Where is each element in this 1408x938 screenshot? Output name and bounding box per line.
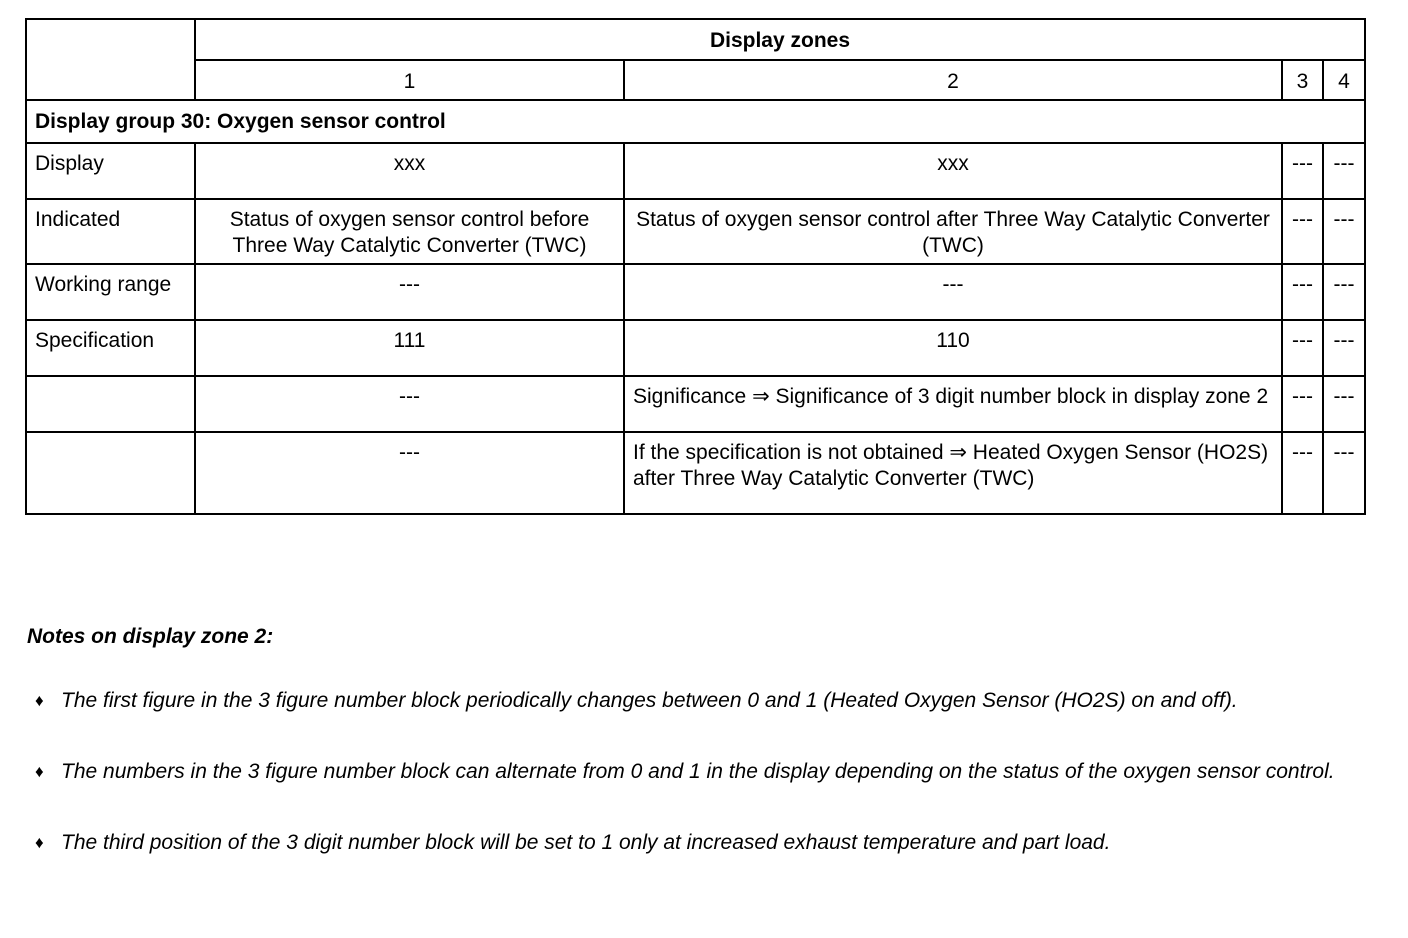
zone-3-value: --- — [1282, 143, 1323, 199]
header-row-numbers — [26, 60, 1365, 100]
table-row-working-range — [26, 264, 1365, 320]
group-title-row — [26, 100, 1365, 143]
zone-3-value: --- — [1282, 376, 1323, 432]
notes-title: Notes on display zone 2: — [27, 625, 274, 648]
zone-3-value: --- — [1282, 199, 1323, 264]
zone-3-value: --- — [1282, 320, 1323, 376]
zone-2-value: --- — [624, 264, 1282, 320]
zone-1-value: xxx — [195, 143, 624, 199]
note-text: The numbers in the 3 figure number block can alternate from 0 and 1 in the display depending on the status of the oxygen sensor control. — [61, 760, 1335, 783]
note-text: The third position of the 3 digit number block will be set to 1 only at increased exhaust temperature and part load. — [61, 831, 1111, 854]
zone-4-header: 4 — [1323, 60, 1365, 100]
table-row-specification-not-obtained — [26, 432, 1365, 514]
table-row-indicated — [26, 199, 1365, 264]
note-item — [27, 759, 1372, 785]
note-text: The first figure in the 3 figure number block periodically changes between 0 and 1 (Heated Oxygen Sensor (HO2S) on and off). — [61, 689, 1238, 712]
row-label: Indicated — [26, 199, 195, 264]
zone-1-value: 111 — [195, 320, 624, 376]
note-item — [27, 830, 1372, 856]
display-zones-header: Display zones — [195, 19, 1365, 60]
zone-2-value: Status of oxygen sensor control after Three Way Catalytic Converter (TWC) — [624, 199, 1282, 264]
diamond-bullet-icon: ♦ — [35, 762, 44, 781]
zone-4-value: --- — [1323, 432, 1365, 514]
row-label: Display — [26, 143, 195, 199]
row-label — [26, 432, 195, 514]
zone-4-value: --- — [1323, 143, 1365, 199]
row-label: Working range — [26, 264, 195, 320]
note-item — [27, 688, 1372, 714]
zone-4-value: --- — [1323, 376, 1365, 432]
row-label — [26, 376, 195, 432]
zone-2-value: xxx — [624, 143, 1282, 199]
zone-3-header: 3 — [1282, 60, 1323, 100]
zone-1-value: Status of oxygen sensor control before Three Way Catalytic Converter (TWC) — [195, 199, 624, 264]
zone-2-value: If the specification is not obtained ⇒ Heated Oxygen Sensor (HO2S) after Three Way Catalytic Converter (TWC) — [624, 432, 1282, 514]
table-row-display — [26, 143, 1365, 199]
zone-1-value: --- — [195, 376, 624, 432]
zone-4-value: --- — [1323, 199, 1365, 264]
zone-1-value: --- — [195, 264, 624, 320]
zone-2-value: Significance ⇒ Significance of 3 digit number block in display zone 2 — [624, 376, 1282, 432]
notes-section — [27, 624, 1372, 901]
zone-1-value: --- — [195, 432, 624, 514]
zone-2-value: 110 — [624, 320, 1282, 376]
header-row-zones — [26, 19, 1365, 60]
zone-4-value: --- — [1323, 320, 1365, 376]
table-row-specification — [26, 320, 1365, 376]
table-row-significance — [26, 376, 1365, 432]
row-label: Specification — [26, 320, 195, 376]
zone-2-header: 2 — [624, 60, 1282, 100]
zone-3-value: --- — [1282, 264, 1323, 320]
header-empty-cell — [26, 19, 195, 100]
diamond-bullet-icon: ♦ — [35, 691, 44, 710]
group-title: Display group 30: Oxygen sensor control — [26, 100, 1365, 143]
zone-1-header: 1 — [195, 60, 624, 100]
zone-4-value: --- — [1323, 264, 1365, 320]
display-group-table — [25, 18, 1366, 515]
zone-3-value: --- — [1282, 432, 1323, 514]
diamond-bullet-icon: ♦ — [35, 833, 44, 852]
